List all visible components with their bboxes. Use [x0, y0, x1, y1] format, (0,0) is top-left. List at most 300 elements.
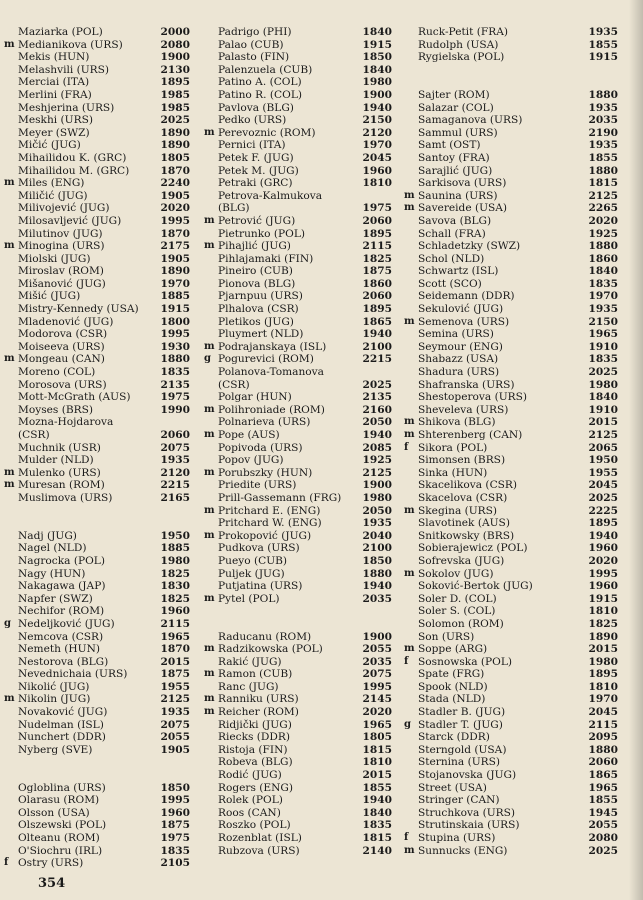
player-name: Padrigo (PHI)	[218, 26, 292, 38]
player-name: Rolek (POL)	[218, 794, 283, 807]
player-rating: 1940	[588, 529, 618, 542]
player-name: Ostry (URS)	[18, 857, 84, 870]
title-mark: m	[4, 466, 15, 478]
player-rating: 1895	[160, 76, 190, 89]
list-item	[418, 177, 628, 190]
list-item	[404, 844, 628, 858]
player-name: Nunchert (DDR)	[18, 731, 106, 744]
list-item	[204, 466, 418, 480]
player-name: Spook (NLD)	[418, 680, 488, 693]
player-name: Medianikova (URS)	[18, 38, 123, 51]
title-mark: m	[204, 668, 215, 680]
player-name: Shadura (URS)	[418, 366, 500, 379]
list-item	[18, 845, 198, 858]
player-rating: 1905	[160, 252, 190, 265]
list-item	[404, 441, 628, 455]
list-item	[218, 731, 418, 744]
list-item	[18, 328, 198, 341]
player-name: Podrajanskaya (ISL)	[218, 340, 327, 353]
player-rating: 1915	[362, 38, 392, 51]
player-rating: 2165	[160, 491, 190, 504]
player-name: Rygielska (POL)	[418, 51, 505, 64]
player-name: Olsson (USA)	[18, 806, 90, 819]
player-name: Pritchard W. (ENG)	[218, 517, 322, 530]
player-rating: 1815	[362, 743, 392, 756]
player-rating: 1910	[588, 340, 618, 353]
player-rating: 1825	[362, 252, 392, 265]
player-rating: 1880	[362, 567, 392, 580]
title-mark: m	[204, 214, 215, 226]
title-mark: f	[4, 857, 9, 869]
player-name: Stringer (CAN)	[418, 794, 500, 807]
player-name: Palenzuela (CUB)	[218, 63, 313, 76]
player-rating: 2035	[362, 592, 392, 605]
list-item	[218, 39, 418, 52]
list-item	[18, 303, 198, 316]
player-name: Skacelikova (CSR)	[418, 479, 518, 492]
list-item	[218, 681, 418, 694]
title-mark: m	[404, 315, 415, 327]
list-item	[418, 404, 628, 417]
player-rating: 1835	[160, 366, 190, 379]
list-item	[204, 668, 418, 681]
player-name: Petrova-Kalmukova	[218, 189, 323, 202]
list-item	[418, 139, 628, 152]
player-rating: 1965	[588, 328, 618, 341]
player-rating: 1895	[588, 668, 618, 681]
title-mark: m	[204, 240, 215, 252]
player-name: Nikolin (JUG)	[18, 693, 91, 706]
player-name: Mozna-Hojdarova	[18, 416, 114, 429]
player-rating: 1865	[588, 769, 618, 782]
player-name: (BLG)	[218, 202, 250, 215]
player-rating: 1825	[588, 617, 618, 630]
player-rating: 1980	[588, 655, 618, 668]
player-name: Mulder (NLD)	[18, 454, 94, 467]
player-rating: 2145	[362, 693, 392, 706]
list-item	[418, 303, 628, 316]
list-item	[218, 290, 418, 303]
player-name: Soler S. (COL)	[418, 605, 496, 618]
player-rating: 2100	[362, 542, 392, 555]
player-name: Pope (AUS)	[218, 429, 280, 441]
list-item	[404, 189, 628, 203]
list-item	[418, 807, 628, 820]
player-rating: 1875	[160, 819, 190, 832]
player-name: Nagrocka (POL)	[18, 554, 105, 567]
player-name: Porubszky (HUN)	[218, 466, 313, 479]
player-name: Patino R. (COL)	[218, 88, 302, 101]
player-name: Seidemann (DDR)	[418, 290, 515, 303]
player-name: Polanova-Tomanova	[218, 366, 324, 379]
list-item	[4, 240, 198, 253]
list-item	[418, 542, 628, 555]
player-name: Pietrunko (POL)	[218, 227, 306, 240]
list-item	[418, 593, 628, 606]
list-gap	[18, 505, 198, 518]
player-name: Mičić (JUG)	[18, 139, 81, 152]
player-name: Pogurevici (ROM)	[218, 353, 314, 366]
list-item	[218, 542, 418, 555]
player-name: Moyses (BRS)	[18, 403, 94, 416]
list-item	[404, 718, 628, 732]
list-item	[18, 416, 198, 429]
list-item	[18, 102, 198, 115]
player-rating: 1835	[588, 353, 618, 366]
player-name: Saunina (URS)	[418, 189, 498, 202]
player-rating: 2040	[362, 529, 392, 542]
player-rating: 1935	[588, 303, 618, 316]
player-rating: 1935	[588, 26, 618, 38]
player-name: Pytel (POL)	[218, 592, 280, 605]
player-name: Ranc (JUG)	[218, 680, 279, 693]
player-name: Novaković (JUG)	[18, 706, 108, 719]
player-rating: 1850	[362, 51, 392, 64]
player-rating: 1860	[588, 252, 618, 265]
list-item	[18, 807, 198, 820]
list-item	[204, 403, 418, 417]
list-item	[418, 618, 628, 631]
player-name: Milivojević (JUG)	[18, 202, 110, 215]
list-item	[18, 404, 198, 417]
player-rating: 1840	[588, 391, 618, 404]
player-name: Sterngold (USA)	[418, 743, 507, 756]
player-name: Moiseeva (URS)	[18, 340, 105, 353]
player-rating: 1925	[362, 454, 392, 467]
list-item	[418, 379, 628, 392]
list-item	[204, 429, 418, 442]
list-item	[18, 51, 198, 64]
list-item	[18, 706, 198, 719]
player-rating: 1940	[362, 328, 392, 341]
list-item	[218, 303, 418, 316]
player-name: Schladetzky (SWZ)	[418, 240, 521, 253]
list-item	[18, 555, 198, 568]
list-gap	[18, 756, 198, 769]
player-name: Schall (FRA)	[418, 227, 486, 240]
list-item	[404, 416, 628, 429]
list-item	[18, 492, 198, 505]
player-name: (CSR)	[218, 378, 250, 391]
title-mark: m	[404, 844, 415, 856]
list-gap	[218, 618, 418, 631]
list-item	[4, 177, 198, 190]
player-rating: 1895	[362, 227, 392, 240]
list-item	[218, 656, 418, 669]
title-mark: m	[204, 693, 215, 705]
player-rating: 1995	[160, 214, 190, 227]
list-item	[218, 379, 418, 392]
player-name: Simonsen (BRS)	[418, 454, 506, 467]
title-mark: g	[4, 617, 11, 629]
player-rating: 2125	[588, 429, 618, 441]
list-item	[418, 530, 628, 543]
list-item	[4, 466, 198, 480]
player-name: Pjarnpuu (URS)	[218, 290, 303, 303]
list-item	[218, 807, 418, 820]
player-rating: 1945	[588, 806, 618, 819]
list-item	[18, 114, 198, 127]
title-mark: m	[204, 529, 215, 541]
player-name: Sosnowska (POL)	[418, 655, 512, 668]
player-name: Mladenović (JUG)	[18, 315, 114, 328]
player-rating: 2015	[160, 655, 190, 668]
list-item	[18, 593, 198, 606]
list-item	[418, 782, 628, 795]
player-rating: 2190	[588, 126, 618, 139]
player-name: Milosavljević (JUG)	[18, 214, 122, 227]
player-name: Mulenko (URS)	[18, 466, 101, 479]
list-item	[18, 127, 198, 140]
list-item	[218, 391, 418, 404]
list-item	[418, 278, 628, 291]
player-name: Nagel (NLD)	[18, 542, 87, 555]
player-name: Stadler B. (JUG)	[418, 706, 506, 719]
player-rating: 2020	[362, 706, 392, 719]
list-item	[418, 366, 628, 379]
player-rating: 2060	[362, 290, 392, 303]
player-name: Sokolov (JUG)	[418, 567, 494, 580]
title-mark: m	[4, 693, 15, 705]
player-name: Patino A. (COL)	[218, 76, 302, 89]
list-item	[18, 89, 198, 102]
player-rating: 2060	[160, 429, 190, 441]
player-name: Robeva (BLG)	[218, 756, 293, 769]
list-item	[218, 228, 418, 241]
player-name: Palao (CUB)	[218, 38, 284, 51]
player-name: Semina (URS)	[418, 328, 494, 341]
player-rating: 2050	[362, 504, 392, 517]
player-name: Miroslav (ROM)	[18, 265, 104, 278]
list-item	[18, 656, 198, 669]
list-item	[418, 819, 628, 832]
list-item	[218, 89, 418, 102]
player-rating: 1900	[362, 88, 392, 101]
player-rating: 1800	[160, 315, 190, 328]
player-rating: 2000	[160, 26, 190, 38]
player-rating: 1900	[362, 630, 392, 643]
list-item	[4, 353, 198, 366]
list-item	[418, 51, 628, 64]
list-item	[18, 139, 198, 152]
player-rating: 1880	[588, 240, 618, 253]
player-rating: 1910	[588, 403, 618, 416]
player-rating: 1895	[362, 303, 392, 316]
list-item	[404, 567, 628, 581]
list-item	[418, 794, 628, 807]
list-item	[418, 769, 628, 782]
player-name: Savereide (USA)	[418, 202, 508, 215]
column-1	[4, 26, 198, 870]
list-item	[18, 782, 198, 795]
page-edge-shadow	[629, 0, 643, 900]
list-item	[204, 504, 418, 518]
player-name: Mekis (HUN)	[18, 51, 90, 64]
player-name: Popivoda (URS)	[218, 441, 303, 454]
list-item	[404, 315, 628, 329]
player-rating: 1960	[160, 605, 190, 618]
list-item	[418, 152, 628, 165]
player-name: Mihailidou K. (GRC)	[18, 151, 127, 164]
player-name: Scott (SCO)	[418, 277, 482, 290]
player-rating: 1995	[362, 680, 392, 693]
player-name: Sinka (HUN)	[418, 466, 488, 479]
title-mark: m	[404, 202, 415, 214]
list-item	[418, 492, 628, 505]
player-rating: 1805	[362, 731, 392, 744]
list-item	[18, 819, 198, 832]
list-item	[218, 366, 418, 379]
list-gap	[18, 517, 198, 530]
player-name: Samaganova (URS)	[418, 114, 523, 127]
title-mark: m	[204, 126, 215, 138]
player-name: Melashvili (URS)	[18, 63, 110, 76]
player-rating: 1885	[160, 542, 190, 555]
player-rating: 2150	[588, 315, 618, 328]
list-item	[18, 530, 198, 543]
player-name: Milutinov (JUG)	[18, 227, 103, 240]
player-name: (CSR)	[18, 429, 50, 441]
player-rating: 2160	[362, 403, 392, 416]
player-rating: 1915	[160, 303, 190, 316]
list-item	[418, 605, 628, 618]
list-item	[218, 278, 418, 291]
player-name: Pineiro (CUB)	[218, 265, 293, 278]
player-rating: 1980	[362, 76, 392, 89]
player-name: Stojanovska (JUG)	[418, 769, 517, 782]
list-item	[218, 165, 418, 178]
list-item	[18, 832, 198, 845]
player-name: Pluymert (NLD)	[218, 328, 304, 341]
list-item	[218, 152, 418, 165]
player-rating: 1835	[588, 277, 618, 290]
list-item	[218, 316, 418, 329]
list-item	[218, 416, 418, 429]
list-item	[218, 782, 418, 795]
player-rating: 1980	[588, 378, 618, 391]
player-rating: 1970	[588, 290, 618, 303]
player-rating: 1930	[160, 340, 190, 353]
player-name: Nudelman (ISL)	[18, 718, 104, 731]
list-item	[4, 479, 198, 492]
list-item	[18, 379, 198, 392]
list-item	[218, 479, 418, 492]
player-name: Soković-Bertok (JUG)	[418, 580, 533, 593]
title-mark: m	[204, 466, 215, 478]
player-rating: 1960	[362, 164, 392, 177]
player-name: Ristoja (FIN)	[218, 743, 288, 756]
player-name: Mott-McGrath (AUS)	[18, 391, 131, 404]
player-name: Seymour (ENG)	[418, 340, 503, 353]
player-rating: 2130	[160, 63, 190, 76]
title-mark: m	[204, 592, 215, 604]
list-item	[18, 580, 198, 593]
list-item	[18, 26, 198, 39]
list-item	[218, 845, 418, 858]
player-name: Palasto (FIN)	[218, 51, 290, 64]
player-rating: 1825	[160, 592, 190, 605]
player-name: Olteanu (ROM)	[18, 832, 100, 844]
player-rating: 2215	[362, 353, 392, 366]
title-mark: m	[4, 177, 15, 189]
player-name: Sajter (ROM)	[418, 88, 490, 101]
player-name: Radzikowska (POL)	[218, 643, 323, 656]
player-name: Miles (ENG)	[18, 177, 85, 190]
player-rating: 1880	[160, 353, 190, 366]
player-rating: 1850	[160, 781, 190, 794]
list-item	[18, 202, 198, 215]
list-item	[418, 744, 628, 757]
list-item	[18, 341, 198, 354]
list-item	[218, 139, 418, 152]
list-item	[418, 631, 628, 644]
list-item	[204, 353, 418, 366]
player-name: Popov (JUG)	[218, 454, 284, 467]
player-rating: 2060	[588, 756, 618, 769]
player-rating: 1810	[588, 605, 618, 618]
list-item	[218, 832, 418, 845]
player-rating: 2035	[362, 655, 392, 668]
player-rating: 1850	[362, 554, 392, 567]
player-rating: 1975	[160, 391, 190, 404]
player-rating: 1935	[160, 454, 190, 467]
player-rating: 1985	[160, 101, 190, 114]
list-item	[18, 165, 198, 178]
player-rating: 2135	[362, 391, 392, 404]
list-item	[218, 631, 418, 644]
list-item	[418, 114, 628, 127]
player-name: Mongeau (CAN)	[18, 353, 105, 366]
list-item	[218, 177, 418, 190]
player-name: Pihajlić (JUG)	[218, 240, 291, 253]
player-name: Napfer (SWZ)	[18, 592, 93, 605]
list-item	[18, 719, 198, 732]
player-name: Struchkova (URS)	[418, 806, 516, 819]
player-rating: 1970	[160, 277, 190, 290]
list-item	[404, 504, 628, 518]
player-rating: 1855	[588, 38, 618, 51]
player-rating: 1995	[160, 794, 190, 807]
player-rating: 1855	[362, 781, 392, 794]
player-name: Skacelova (CSR)	[418, 491, 508, 504]
player-rating: 2020	[160, 202, 190, 215]
title-mark: m	[404, 416, 415, 428]
list-item	[218, 580, 418, 593]
list-item	[218, 328, 418, 341]
player-name: Muchnik (USR)	[18, 441, 101, 454]
list-item	[18, 668, 198, 681]
player-name: Nyberg (SVE)	[18, 743, 93, 756]
player-rating: 1905	[160, 189, 190, 202]
title-mark: m	[204, 429, 215, 440]
list-item	[18, 228, 198, 241]
player-rating: 1935	[160, 706, 190, 719]
list-item	[218, 114, 418, 127]
player-rating: 1825	[160, 567, 190, 580]
list-item	[18, 681, 198, 694]
player-rating: 2015	[588, 643, 618, 656]
player-name: Starck (DDR)	[418, 731, 490, 744]
list-item	[18, 190, 198, 203]
list-item	[218, 794, 418, 807]
player-rating: 1960	[588, 542, 618, 555]
list-gap	[418, 76, 628, 89]
list-item	[204, 214, 418, 228]
player-rating: 2025	[362, 378, 392, 391]
player-rating: 2015	[588, 416, 618, 429]
player-name: Soler D. (COL)	[418, 592, 497, 605]
list-item	[418, 26, 628, 39]
